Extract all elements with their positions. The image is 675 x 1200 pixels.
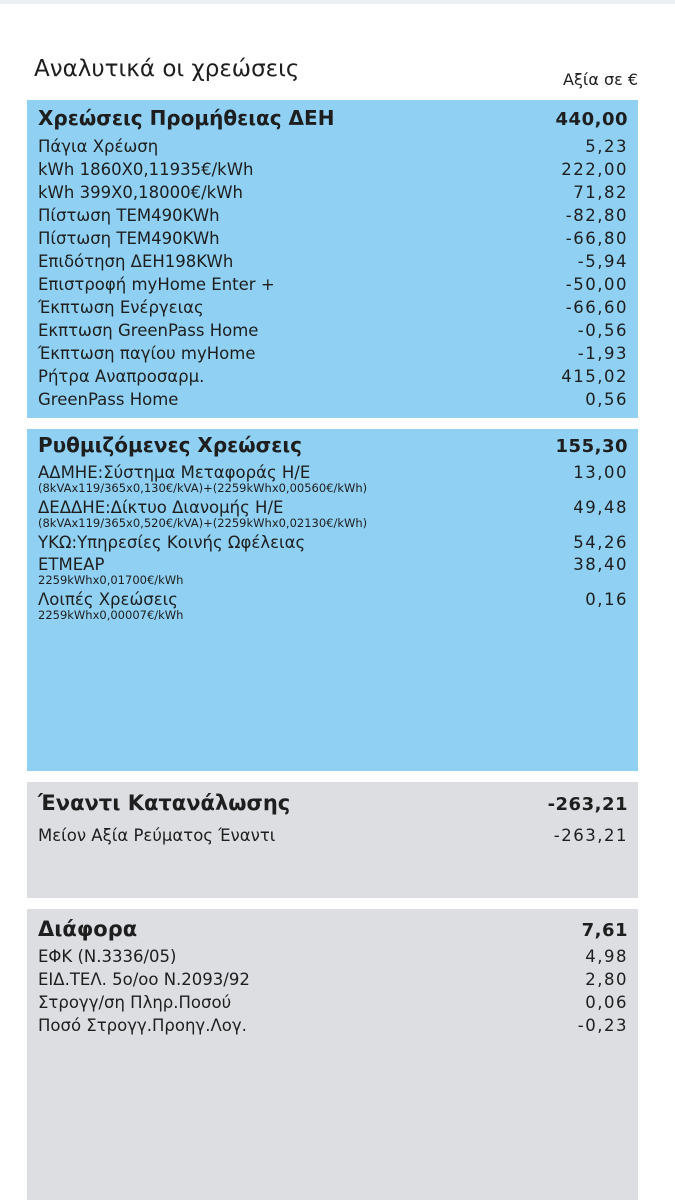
charge-label: Έκπτωση Ενέργειας	[38, 298, 204, 317]
charge-value: 2,80	[585, 970, 628, 989]
supply-charges-section	[27, 100, 638, 418]
charge-value: 49,48	[573, 498, 628, 517]
regulated-charges-list	[38, 463, 628, 622]
charge-value: -66,60	[565, 298, 628, 317]
charge-row	[38, 342, 628, 365]
charge-label: Επιστροφή myHome Enter +	[38, 275, 275, 294]
charge-row	[38, 991, 628, 1014]
supply-charges-list	[38, 135, 628, 411]
charge-row	[38, 296, 628, 319]
regulated-charges-title: Ρυθμιζόμενες Χρεώσεις	[38, 433, 303, 457]
charge-value: 4,98	[585, 947, 628, 966]
charge-row	[38, 1014, 628, 1037]
supply-charges-header	[38, 106, 628, 130]
charge-value: 415,02	[561, 367, 628, 386]
charge-value: 38,40	[573, 555, 628, 574]
against-consumption-header	[38, 791, 628, 815]
charge-value: -82,80	[565, 206, 628, 225]
charge-label: ΕΙΔ.ΤΕΛ. 5ο/οο Ν.2093/92	[38, 970, 250, 989]
charge-row	[38, 319, 628, 342]
charge-value: 13,00	[573, 463, 628, 482]
charge-row	[38, 250, 628, 273]
charge-label: Στρογγ/ση Πληρ.Ποσού	[38, 993, 232, 1012]
charge-value: -50,00	[565, 275, 628, 294]
charge-formula: 2259kWhx0,01700€/kWh	[38, 573, 184, 587]
charge-label: Μείον Αξία Ρεύματος Έναντι	[38, 826, 276, 845]
against-consumption-list	[38, 824, 628, 847]
regulated-charges-section	[27, 429, 638, 771]
misc-section	[27, 909, 638, 1200]
page-title: Αναλυτικά οι χρεώσεις	[34, 56, 300, 82]
charge-row	[38, 463, 628, 495]
regulated-charges-header	[38, 433, 628, 457]
charge-row	[38, 135, 628, 158]
charge-value: -263,21	[553, 826, 628, 845]
charge-value: -1,93	[577, 344, 628, 363]
charge-label: ΕΤΜΕΑΡ	[38, 555, 105, 574]
charge-row	[38, 555, 628, 587]
charge-label: ΑΔΜΗΕ:Σύστημα Μεταφοράς Η/Ε	[38, 463, 311, 482]
charge-value: 5,23	[585, 137, 628, 156]
charge-value: -5,94	[577, 252, 628, 271]
charge-label: Ρήτρα Αναπροσαρμ.	[38, 367, 205, 386]
supply-charges-title: Χρεώσεις Προμήθειας ΔΕΗ	[38, 106, 335, 130]
misc-title: Διάφορα	[38, 917, 138, 941]
charge-row	[38, 204, 628, 227]
against-consumption-total: -263,21	[547, 794, 628, 815]
charge-label: Εκπτωση GreenPass Home	[38, 321, 259, 340]
charge-label: ΕΦΚ (Ν.3336/05)	[38, 947, 177, 966]
charge-label: GreenPass Home	[38, 390, 179, 409]
charge-row	[38, 824, 628, 847]
charge-row	[38, 945, 628, 968]
charge-label: Επιδότηση ΔΕΗ198KWh	[38, 252, 234, 271]
charge-row	[38, 158, 628, 181]
charge-label: Πάγια Χρέωση	[38, 137, 159, 156]
supply-charges-total: 440,00	[555, 109, 628, 130]
misc-header	[38, 917, 628, 941]
charge-label: Λοιπές Χρεώσεις	[38, 590, 178, 609]
charge-value: 54,26	[573, 533, 628, 552]
charge-label: ΔΕΔΔΗΕ:Δίκτυο Διανομής Η/Ε	[38, 498, 284, 517]
charge-row	[38, 273, 628, 296]
misc-list	[38, 945, 628, 1037]
charge-label: ΥΚΩ:Υπηρεσίες Κοινής Ωφέλειας	[38, 533, 306, 552]
charge-value: -0,23	[577, 1016, 628, 1035]
charge-value: 0,06	[585, 993, 628, 1012]
charge-value: 71,82	[573, 183, 628, 202]
charge-label: Έκπτωση παγίου myHome	[38, 344, 256, 363]
charge-label: kWh 1860Χ0,11935€/kWh	[38, 160, 254, 179]
charge-row	[38, 388, 628, 411]
charge-label: Ποσό Στρογγ.Προηγ.Λογ.	[38, 1016, 247, 1035]
charge-formula: 2259kWhx0,00007€/kWh	[38, 608, 184, 622]
charge-label: Πίστωση ΤΕΜ490KWh	[38, 229, 220, 248]
charge-value: -66,80	[565, 229, 628, 248]
charge-label: Πίστωση ΤΕΜ490KWh	[38, 206, 220, 225]
charge-row	[38, 181, 628, 204]
regulated-charges-total: 155,30	[555, 436, 628, 457]
charge-row	[38, 227, 628, 250]
charge-value: 222,00	[561, 160, 628, 179]
charge-row	[38, 590, 628, 622]
column-header: Αξία σε €	[563, 70, 638, 89]
top-bar	[0, 0, 675, 4]
charge-row	[38, 968, 628, 991]
against-consumption-title: Έναντι Κατανάλωσης	[38, 791, 291, 815]
charge-formula: (8kVAx119/365x0,520€/kVA)+(2259kWhx0,02130€/kWh)	[38, 516, 368, 530]
against-consumption-section	[27, 782, 638, 898]
charge-label: kWh 399Χ0,18000€/kWh	[38, 183, 243, 202]
misc-total: 7,61	[581, 920, 628, 941]
charge-value: 0,56	[585, 390, 628, 409]
charge-formula: (8kVAx119/365x0,130€/kVA)+(2259kWhx0,00560€/kWh)	[38, 481, 368, 495]
charge-row	[38, 365, 628, 388]
charge-value: -0,56	[577, 321, 628, 340]
charge-value: 0,16	[585, 590, 628, 609]
charge-row	[38, 498, 628, 530]
charge-row	[38, 533, 628, 552]
